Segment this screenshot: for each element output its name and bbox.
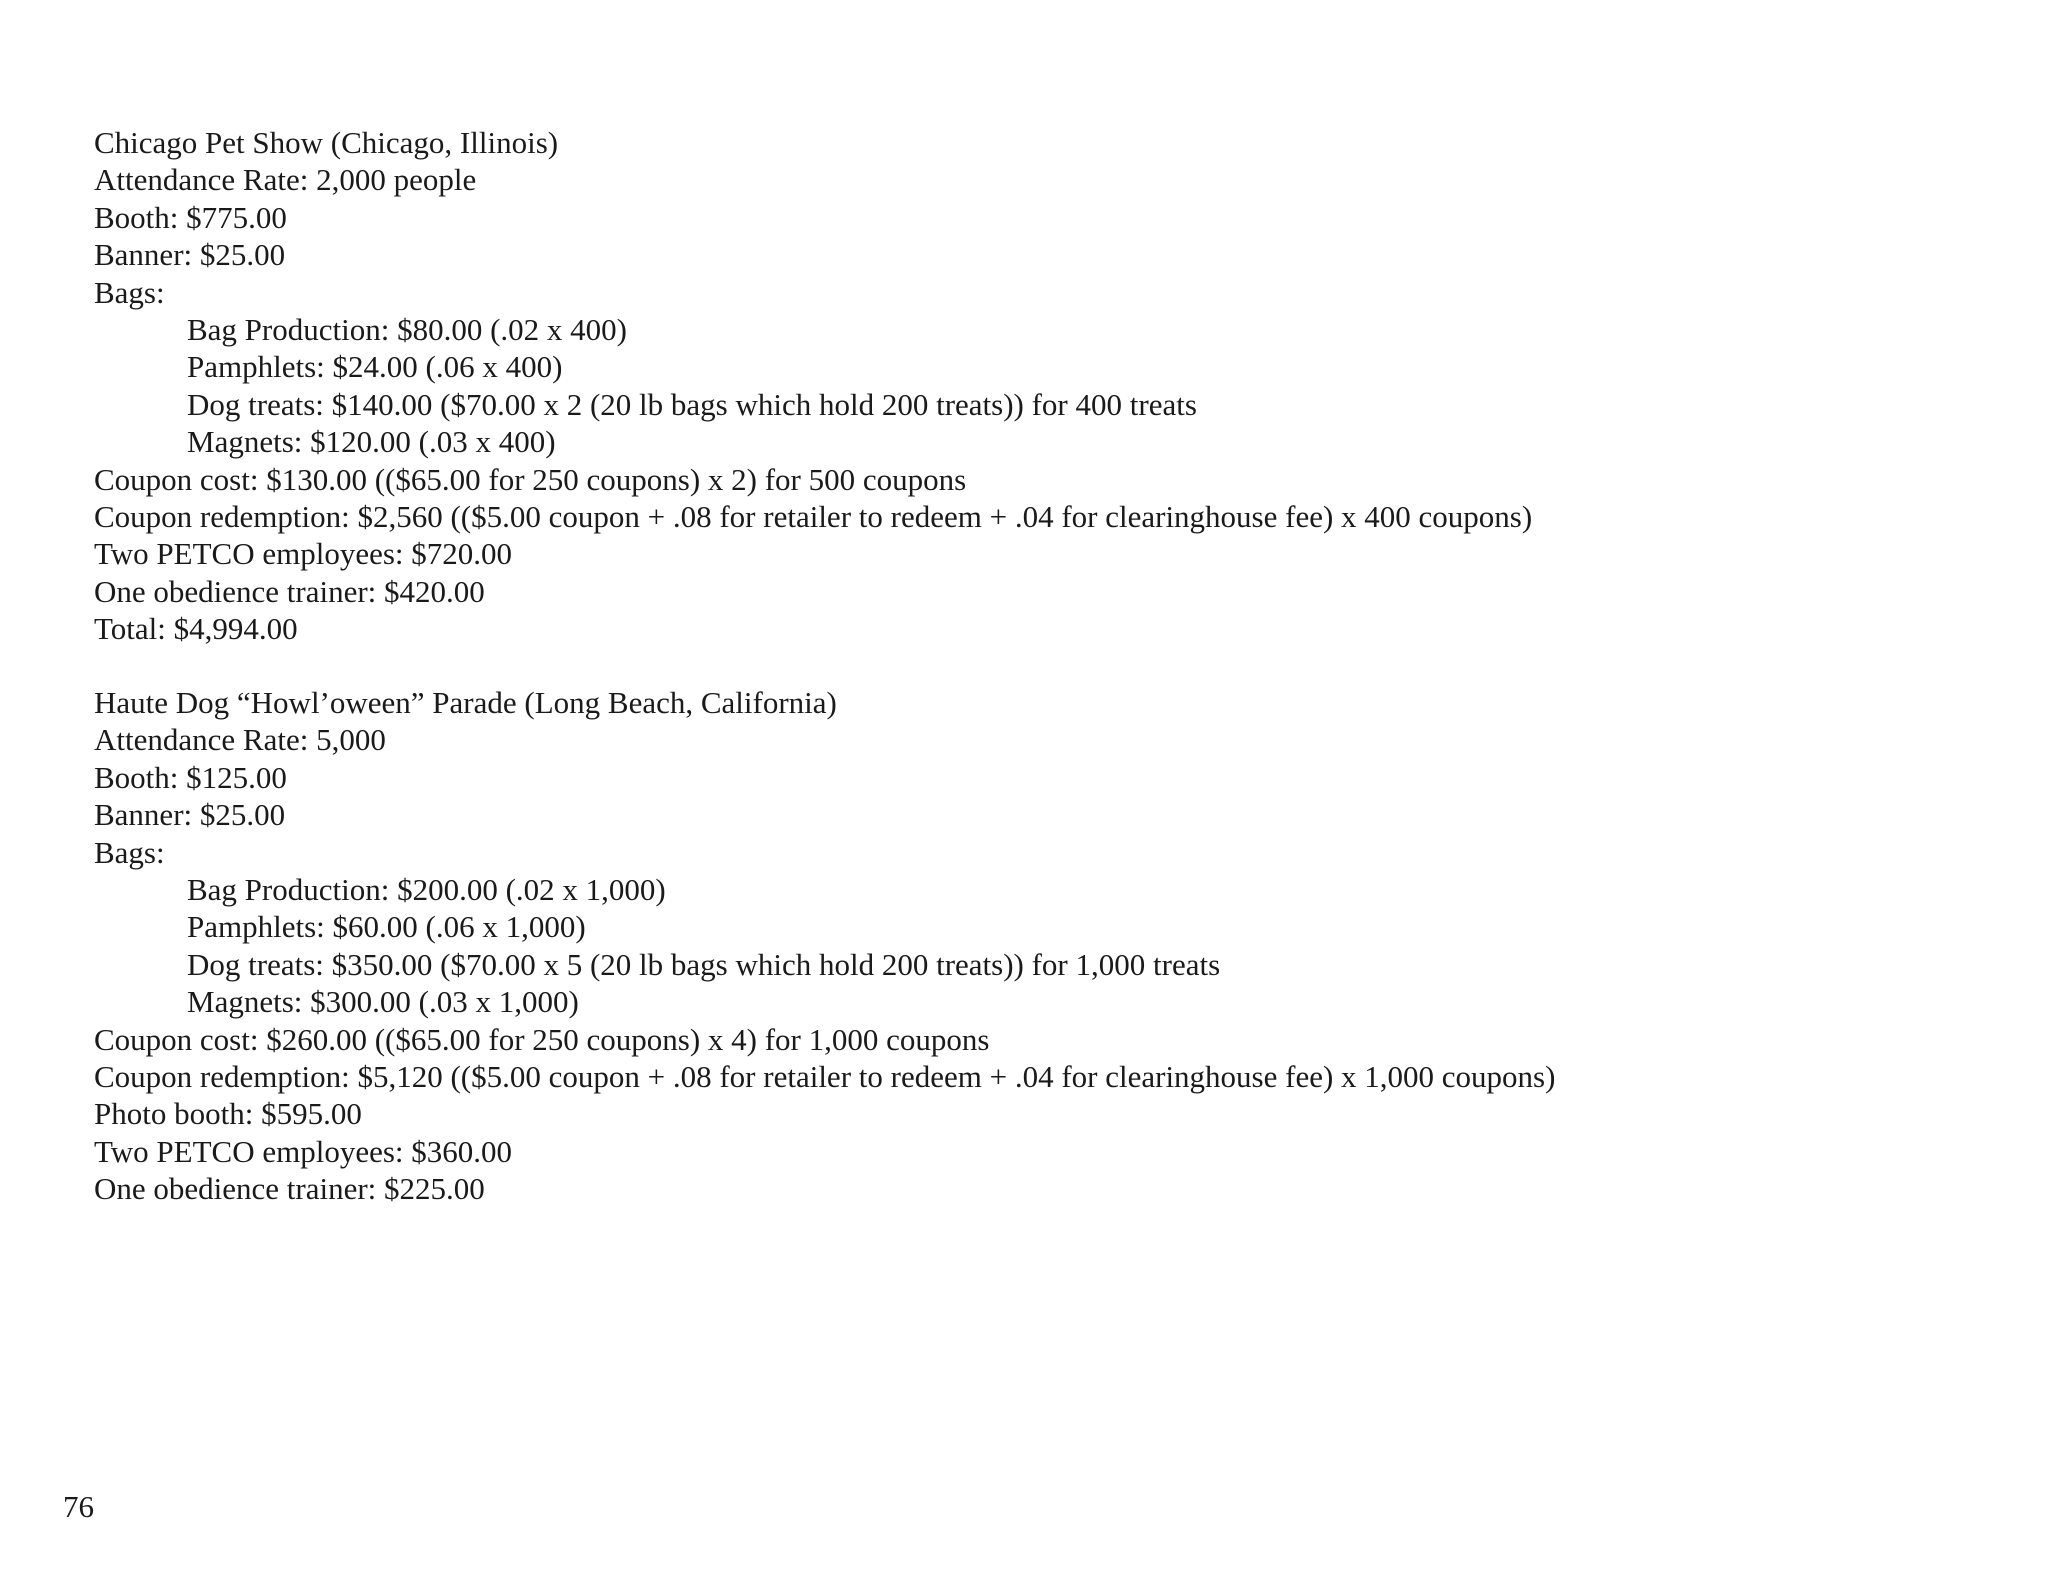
coupon-redemption: Coupon redemption: $5,120 (($5.00 coupon + .08 for retailer to redeem + .04 for clearinghouse fee) x 1,000 coupons) bbox=[94, 1058, 1556, 1094]
event-title: Haute Dog “Howl’oween” Parade (Long Beach, California) bbox=[94, 685, 837, 720]
event-budget-haute-dog-parade bbox=[94, 684, 1994, 1207]
booth-cost: Booth: $775.00 bbox=[94, 199, 287, 235]
pamphlets-cost: Pamphlets: $24.00 (.06 x 400) bbox=[187, 349, 563, 385]
trainer-cost: One obedience trainer: $420.00 bbox=[94, 573, 485, 609]
banner-cost: Banner: $25.00 bbox=[94, 237, 286, 273]
dog-treats-cost: Dog treats: $140.00 ($70.00 x 2 (20 lb bags which hold 200 treats)) for 400 treats bbox=[187, 386, 1197, 422]
magnets-cost: Magnets: $120.00 (.03 x 400) bbox=[187, 424, 556, 460]
total-cost: Total: $4,994.00 bbox=[94, 611, 298, 647]
booth-cost: Booth: $125.00 bbox=[94, 759, 287, 795]
event-title: Chicago Pet Show (Chicago, Illinois) bbox=[94, 125, 559, 160]
employees-cost: Two PETCO employees: $360.00 bbox=[94, 1133, 513, 1169]
attendance-rate: Attendance Rate: 2,000 people bbox=[94, 162, 477, 198]
pamphlets-cost: Pamphlets: $60.00 (.06 x 1,000) bbox=[187, 909, 586, 945]
attendance-rate: Attendance Rate: 5,000 bbox=[94, 722, 386, 758]
page-number: 76 bbox=[63, 1489, 94, 1524]
coupon-redemption: Coupon redemption: $2,560 (($5.00 coupon + .08 for retailer to redeem + .04 for clearinghouse fee) x 400 coupons) bbox=[94, 498, 1533, 534]
event-budget-chicago-pet-show bbox=[94, 124, 1994, 647]
bag-production-cost: Bag Production: $80.00 (.02 x 400) bbox=[187, 311, 627, 347]
bags-label: Bags: bbox=[94, 274, 165, 310]
coupon-cost: Coupon cost: $260.00 (($65.00 for 250 coupons) x 4) for 1,000 coupons bbox=[94, 1021, 990, 1057]
bags-label: Bags: bbox=[94, 834, 165, 870]
dog-treats-cost: Dog treats: $350.00 ($70.00 x 5 (20 lb bags which hold 200 treats)) for 1,000 treats bbox=[187, 946, 1221, 982]
magnets-cost: Magnets: $300.00 (.03 x 1,000) bbox=[187, 984, 579, 1020]
banner-cost: Banner: $25.00 bbox=[94, 797, 286, 833]
coupon-cost: Coupon cost: $130.00 (($65.00 for 250 coupons) x 2) for 500 coupons bbox=[94, 461, 967, 497]
trainer-cost: One obedience trainer: $225.00 bbox=[94, 1171, 485, 1207]
bag-production-cost: Bag Production: $200.00 (.02 x 1,000) bbox=[187, 871, 666, 907]
photo-booth-cost: Photo booth: $595.00 bbox=[94, 1096, 362, 1132]
employees-cost: Two PETCO employees: $720.00 bbox=[94, 536, 513, 572]
